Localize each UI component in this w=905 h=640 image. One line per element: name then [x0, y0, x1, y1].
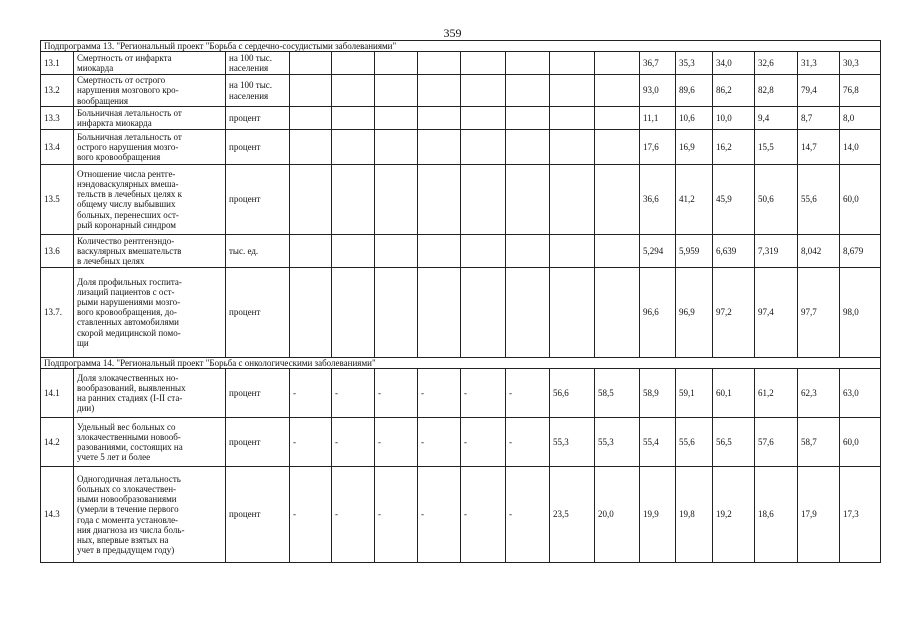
value-cell — [290, 52, 332, 75]
value-cell — [418, 129, 461, 164]
row-number: 13.4 — [41, 129, 74, 164]
row-number: 13.6 — [41, 234, 74, 267]
value-cell: 55,6 — [676, 418, 713, 467]
value-cell — [332, 267, 375, 357]
value-cell — [595, 52, 640, 75]
section-title: Подпрограмма 13. "Региональный проект "Борьба с сердечно-сосудистыми заболеваниями" — [41, 41, 881, 52]
value-cell: 50,6 — [755, 164, 798, 234]
value-cell: 57,6 — [755, 418, 798, 467]
value-cell: 5,294 — [640, 234, 676, 267]
table-row — [41, 467, 881, 563]
value-cell — [418, 164, 461, 234]
value-cell — [506, 234, 550, 267]
value-cell — [375, 164, 418, 234]
value-cell: 36,6 — [640, 164, 676, 234]
value-cell — [332, 234, 375, 267]
row-number: 13.3 — [41, 106, 74, 129]
indicator-name: Удельный вес больных со злокачественными новооб- разованиями, состоящих на учете 5 лет и более — [74, 418, 226, 467]
unit-of-measure: на 100 тыс. населения — [226, 52, 290, 75]
value-cell: 82,8 — [755, 75, 798, 107]
value-cell — [550, 267, 595, 357]
value-cell — [418, 52, 461, 75]
value-cell — [461, 129, 506, 164]
value-cell — [550, 106, 595, 129]
value-cell — [595, 129, 640, 164]
value-cell: 10,0 — [713, 106, 755, 129]
value-cell: 59,1 — [676, 369, 713, 418]
value-cell — [506, 267, 550, 357]
value-cell: 31,3 — [798, 52, 840, 75]
value-cell: 30,3 — [840, 52, 881, 75]
value-cell — [332, 75, 375, 107]
value-cell: 55,4 — [640, 418, 676, 467]
value-cell: 35,3 — [676, 52, 713, 75]
value-cell: 11,1 — [640, 106, 676, 129]
value-cell: 19,2 — [713, 467, 755, 563]
value-cell: 63,0 — [840, 369, 881, 418]
value-cell: - — [375, 418, 418, 467]
value-cell: 19,9 — [640, 467, 676, 563]
value-cell — [332, 129, 375, 164]
value-cell: - — [418, 467, 461, 563]
value-cell — [550, 52, 595, 75]
value-cell — [550, 129, 595, 164]
value-cell — [595, 106, 640, 129]
value-cell: 6,639 — [713, 234, 755, 267]
value-cell: 60,0 — [840, 164, 881, 234]
indicators-table — [40, 40, 881, 563]
indicator-name: Отношение числа рентге- нэндоваскулярных вмеша- тельств в лечебных целях к общему числу выбывших больных, перенесших ост- рый коронарный синдром — [74, 164, 226, 234]
section-title: Подпрограмма 14. "Региональный проект "Борьба с онкологическими заболеваниями" — [41, 357, 881, 368]
unit-of-measure: процент — [226, 164, 290, 234]
value-cell — [595, 234, 640, 267]
value-cell: 14,7 — [798, 129, 840, 164]
row-number: 13.5 — [41, 164, 74, 234]
value-cell: 8,0 — [840, 106, 881, 129]
value-cell — [418, 234, 461, 267]
value-cell: - — [290, 418, 332, 467]
value-cell: - — [332, 467, 375, 563]
value-cell: 79,4 — [798, 75, 840, 107]
value-cell: 89,6 — [676, 75, 713, 107]
value-cell — [461, 75, 506, 107]
value-cell: - — [332, 418, 375, 467]
value-cell — [290, 234, 332, 267]
value-cell: 56,5 — [713, 418, 755, 467]
section-header-row — [41, 41, 881, 52]
value-cell: - — [290, 369, 332, 418]
value-cell — [595, 267, 640, 357]
value-cell — [595, 164, 640, 234]
value-cell — [418, 267, 461, 357]
value-cell: - — [461, 369, 506, 418]
value-cell — [290, 164, 332, 234]
value-cell: 58,7 — [798, 418, 840, 467]
value-cell: - — [418, 369, 461, 418]
value-cell: 17,6 — [640, 129, 676, 164]
unit-of-measure: процент — [226, 418, 290, 467]
value-cell — [332, 106, 375, 129]
value-cell — [332, 52, 375, 75]
value-cell — [506, 164, 550, 234]
value-cell: 61,2 — [755, 369, 798, 418]
value-cell: - — [332, 369, 375, 418]
indicator-name: Смертность от инфаркта миокарда — [74, 52, 226, 75]
value-cell: 36,7 — [640, 52, 676, 75]
value-cell — [550, 75, 595, 107]
value-cell — [461, 106, 506, 129]
value-cell: 58,5 — [595, 369, 640, 418]
indicator-name: Доля злокачественных но- вообразований, выявленных на ранних стадиях (I-II ста- дии) — [74, 369, 226, 418]
value-cell: - — [506, 467, 550, 563]
value-cell: 55,3 — [550, 418, 595, 467]
indicator-name: Доля профильных госпита- лизаций пациентов с ост- рыми нарушениями мозго- вого кровообращения, до- ставленных автомобилями скорой медицинской помо- щи — [74, 267, 226, 357]
value-cell — [550, 234, 595, 267]
value-cell: 32,6 — [755, 52, 798, 75]
table-row — [41, 129, 881, 164]
value-cell: 19,8 — [676, 467, 713, 563]
unit-of-measure: процент — [226, 129, 290, 164]
value-cell — [418, 106, 461, 129]
value-cell: 86,2 — [713, 75, 755, 107]
value-cell: 97,4 — [755, 267, 798, 357]
value-cell: 76,8 — [840, 75, 881, 107]
value-cell: 15,5 — [755, 129, 798, 164]
table-row — [41, 164, 881, 234]
value-cell — [461, 52, 506, 75]
value-cell — [375, 52, 418, 75]
unit-of-measure: процент — [226, 369, 290, 418]
table-row — [41, 267, 881, 357]
section-header-row — [41, 357, 881, 368]
value-cell: 16,2 — [713, 129, 755, 164]
value-cell: 34,0 — [713, 52, 755, 75]
value-cell: 93,0 — [640, 75, 676, 107]
table-row — [41, 369, 881, 418]
unit-of-measure: процент — [226, 106, 290, 129]
value-cell: 20,0 — [595, 467, 640, 563]
unit-of-measure: тыс. ед. — [226, 234, 290, 267]
row-number: 13.2 — [41, 75, 74, 107]
value-cell — [550, 164, 595, 234]
value-cell: 17,9 — [798, 467, 840, 563]
value-cell: - — [418, 418, 461, 467]
value-cell: 58,9 — [640, 369, 676, 418]
value-cell — [375, 234, 418, 267]
value-cell: 97,7 — [798, 267, 840, 357]
value-cell — [375, 129, 418, 164]
value-cell: 96,6 — [640, 267, 676, 357]
value-cell: - — [506, 418, 550, 467]
value-cell: 60,0 — [840, 418, 881, 467]
value-cell: 60,1 — [713, 369, 755, 418]
value-cell — [290, 267, 332, 357]
value-cell — [506, 129, 550, 164]
value-cell: - — [461, 418, 506, 467]
value-cell: 18,6 — [755, 467, 798, 563]
value-cell: 96,9 — [676, 267, 713, 357]
value-cell — [461, 267, 506, 357]
value-cell: 16,9 — [676, 129, 713, 164]
indicator-name: Количество рентгенэндо- васкулярных вмешательств в лечебных целях — [74, 234, 226, 267]
table-row — [41, 418, 881, 467]
unit-of-measure: процент — [226, 467, 290, 563]
indicator-name: Больничная летальность от острого нарушения мозго- вого кровообращения — [74, 129, 226, 164]
row-number: 13.1 — [41, 52, 74, 75]
value-cell — [461, 164, 506, 234]
value-cell: 98,0 — [840, 267, 881, 357]
value-cell: 10,6 — [676, 106, 713, 129]
value-cell: 17,3 — [840, 467, 881, 563]
value-cell — [290, 129, 332, 164]
value-cell: 7,319 — [755, 234, 798, 267]
unit-of-measure: на 100 тыс. населения — [226, 75, 290, 107]
value-cell — [375, 106, 418, 129]
value-cell: - — [461, 467, 506, 563]
value-cell — [290, 75, 332, 107]
value-cell: 55,6 — [798, 164, 840, 234]
value-cell: - — [375, 467, 418, 563]
value-cell — [595, 75, 640, 107]
value-cell — [332, 164, 375, 234]
value-cell — [375, 267, 418, 357]
value-cell — [461, 234, 506, 267]
value-cell: 8,679 — [840, 234, 881, 267]
value-cell — [290, 106, 332, 129]
value-cell: 41,2 — [676, 164, 713, 234]
value-cell: 45,9 — [713, 164, 755, 234]
indicator-name: Смертность от острого нарушения мозгового кро- вообращения — [74, 75, 226, 107]
table-row — [41, 234, 881, 267]
value-cell — [506, 106, 550, 129]
row-number: 14.3 — [41, 467, 74, 563]
page-number: 359 — [443, 26, 462, 40]
value-cell: - — [375, 369, 418, 418]
value-cell: 62,3 — [798, 369, 840, 418]
value-cell — [418, 75, 461, 107]
table-row — [41, 106, 881, 129]
value-cell — [506, 52, 550, 75]
value-cell: 23,5 — [550, 467, 595, 563]
value-cell — [375, 75, 418, 107]
value-cell: 56,6 — [550, 369, 595, 418]
value-cell: 14,0 — [840, 129, 881, 164]
indicator-name: Больничная летальность от инфаркта миокарда — [74, 106, 226, 129]
row-number: 14.1 — [41, 369, 74, 418]
indicator-name: Одногодичная летальность больных со злокачествен- ными новообразованиями (умерли в течение первого года с момента установле- ния диагноза из числа боль- ных, впервые взятых на учет в предыдущем году) — [74, 467, 226, 563]
row-number: 13.7. — [41, 267, 74, 357]
table-row — [41, 52, 881, 75]
value-cell: 8,7 — [798, 106, 840, 129]
value-cell: 97,2 — [713, 267, 755, 357]
value-cell: 55,3 — [595, 418, 640, 467]
value-cell — [506, 75, 550, 107]
value-cell: - — [506, 369, 550, 418]
value-cell: 9,4 — [755, 106, 798, 129]
value-cell: 5,959 — [676, 234, 713, 267]
value-cell: - — [290, 467, 332, 563]
row-number: 14.2 — [41, 418, 74, 467]
unit-of-measure: процент — [226, 267, 290, 357]
table-row — [41, 75, 881, 107]
value-cell: 8,042 — [798, 234, 840, 267]
